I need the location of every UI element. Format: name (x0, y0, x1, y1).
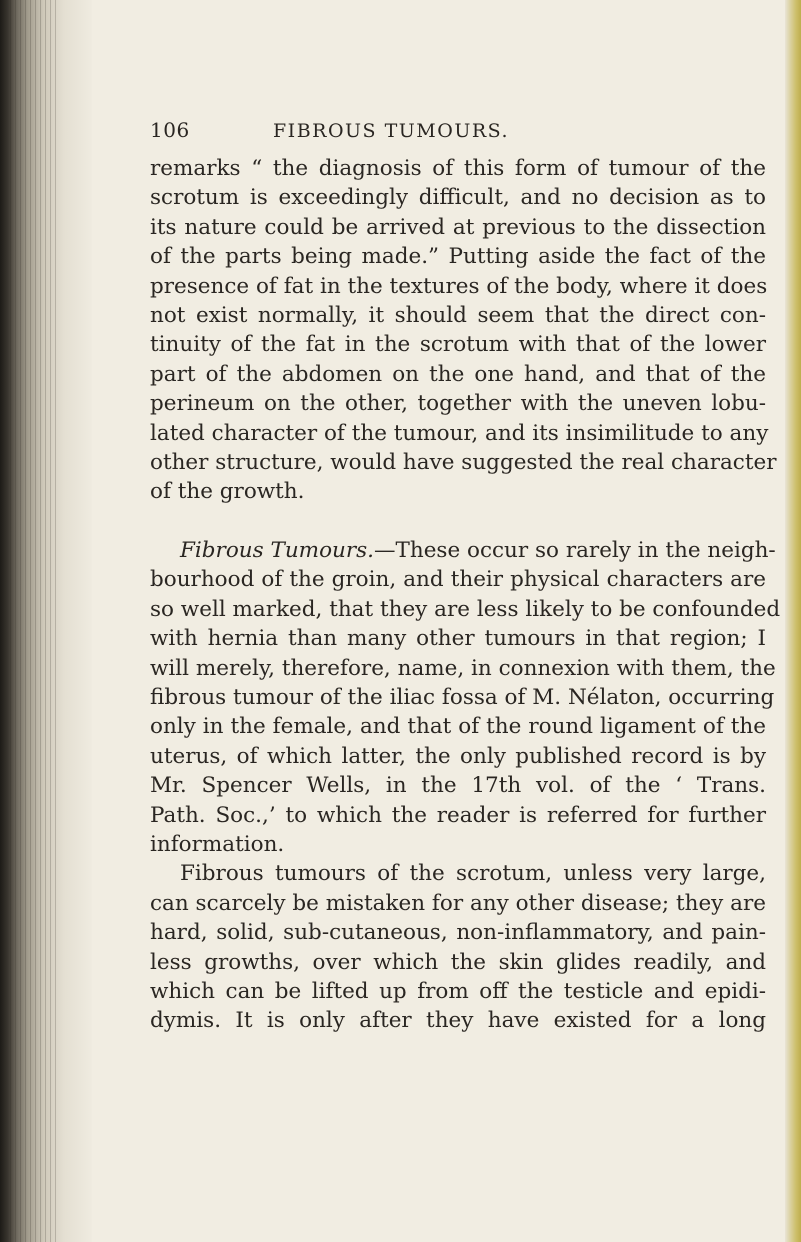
text-line: its nature could be arrived at previous to the dissection (150, 214, 766, 240)
page-edge (785, 0, 801, 1242)
text-line: will merely, therefore, name, in connexion with them, the (150, 655, 776, 681)
text-line: less growths, over which the skin glides readily, and (150, 949, 766, 975)
page-header (150, 118, 710, 158)
text-line (150, 536, 776, 565)
text-line: hard, solid, sub-cutaneous, non-inflammatory, and pain- (150, 920, 766, 946)
text-line: only in the female, and that of the round ligament of the (150, 714, 766, 740)
running-head: FIBROUS TUMOURS. (273, 120, 510, 142)
text-line: Mr. Spencer Wells, in the 17th vol. of the ‘ Trans. (150, 773, 766, 799)
text-line: not exist normally, it should seem that the direct con- (150, 302, 766, 328)
text-line: presence of fat in the textures of the body, where it does (150, 273, 768, 299)
text-line: dymis. It is only after they have existed for a long (150, 1008, 766, 1034)
binding-texture (10, 0, 58, 1242)
text-line: bourhood of the groin, and their physical characters are (150, 567, 766, 593)
text-line: with hernia than many other tumours in that region; I (150, 626, 766, 652)
section-heading: Fibrous Tumours. (180, 538, 375, 564)
text-line: other structure, would have suggested the real character (150, 449, 777, 475)
page-number: 106 (150, 118, 190, 142)
text-line: part of the abdomen on the one hand, and that of the (150, 361, 766, 387)
text-line: information. (150, 831, 285, 857)
text-line: of the parts being made.” Putting aside the fact of the (150, 244, 766, 270)
text-line: uterus, of which latter, the only published record is by (150, 743, 766, 769)
text-line: can scarcely be mistaken for any other disease; they are (150, 890, 766, 916)
text-line: lated character of the tumour, and its insimilitude to any (150, 420, 769, 446)
text-line: tinuity of the fat in the scrotum with that of the lower (150, 332, 766, 358)
text-line: Path. Soc.,’ to which the reader is referred for further (150, 802, 766, 828)
text-line: fibrous tumour of the iliac fossa of M. Nélaton, occurring (150, 685, 775, 711)
body-text (150, 154, 781, 1036)
text-line: of the growth. (150, 479, 305, 505)
paragraph-spacer (150, 507, 766, 536)
text-line: scrotum is exceedingly difficult, and no decision as to (150, 185, 766, 211)
text-line: perineum on the other, together with the uneven lobu- (150, 391, 766, 417)
paragraph-3 (150, 859, 766, 1035)
text-line: which can be lifted up from off the testicle and epidi- (150, 978, 766, 1004)
paragraph-1 (150, 154, 777, 507)
text-line: Fibrous tumours of the scrotum, unless very large, (180, 861, 766, 887)
text-line: so well marked, that they are less likely to be confounded (150, 596, 781, 622)
paragraph-2 (150, 536, 781, 859)
heading-line-rest: —These occur so rarely in the neigh- (374, 538, 776, 564)
text-line: remarks “ the diagnosis of this form of tumour of the (150, 156, 766, 181)
